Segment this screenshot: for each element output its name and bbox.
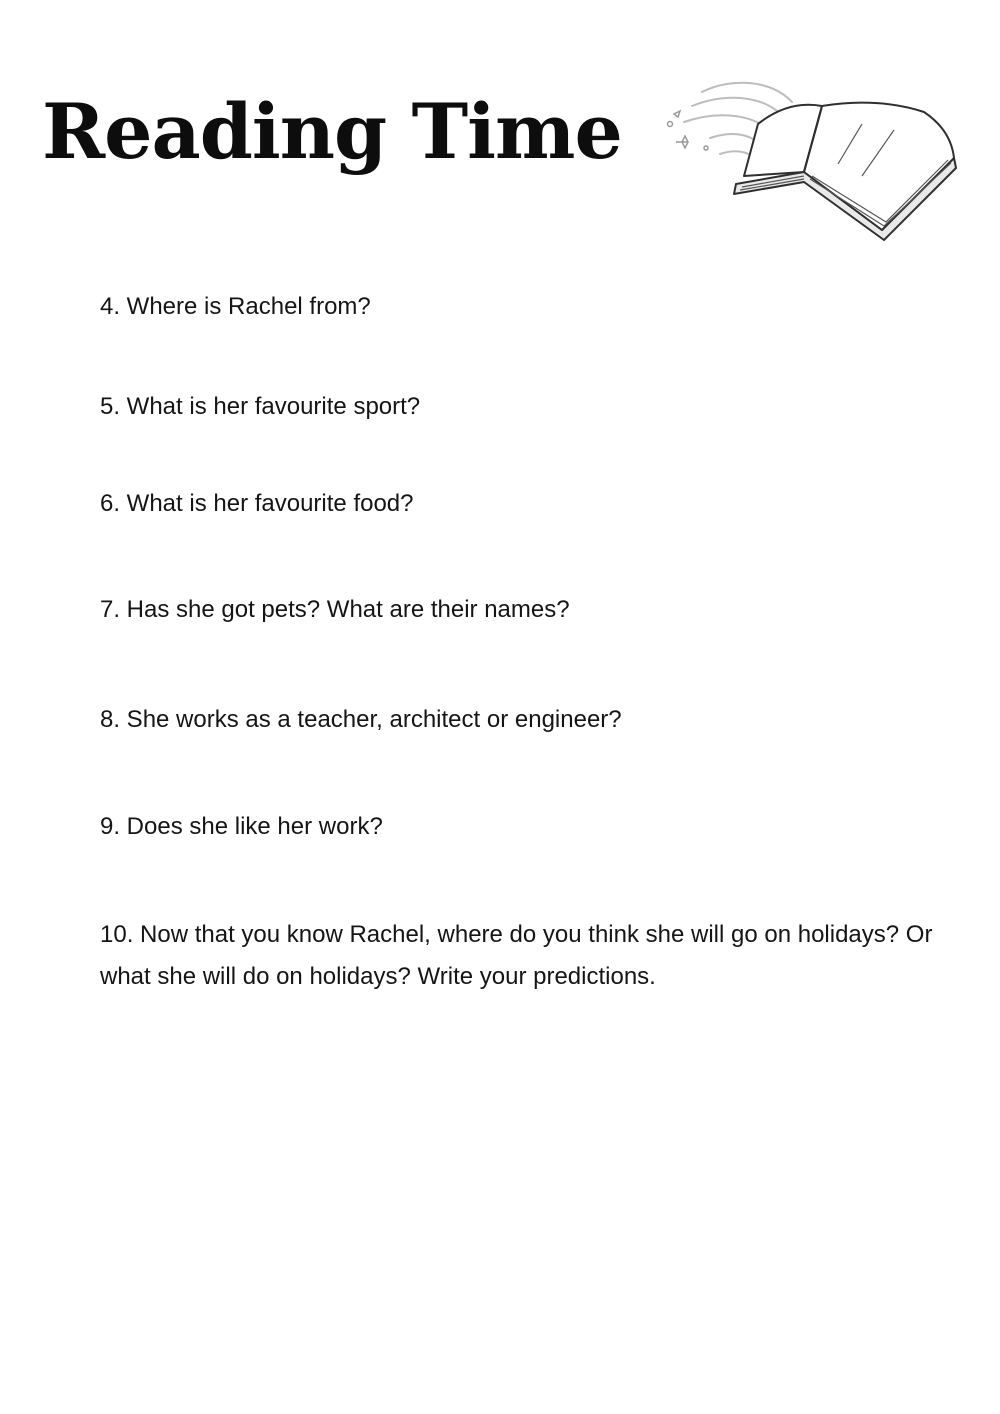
question-4: 4. Where is Rachel from? bbox=[100, 293, 371, 320]
question-9: 9. Does she like her work? bbox=[100, 813, 383, 840]
page-title: Reading Time bbox=[42, 87, 622, 176]
open-book-icon bbox=[662, 72, 962, 242]
question-7: 7. Has she got pets? What are their names? bbox=[100, 596, 570, 623]
question-8: 8. She works as a teacher, architect or engineer? bbox=[100, 706, 622, 733]
question-5: 5. What is her favourite sport? bbox=[100, 393, 421, 420]
question-10: 10. Now that you know Rachel, where do you think she will go on holidays? Or what she will do on holidays? Write your predictions. bbox=[100, 921, 933, 990]
question-6: 6. What is her favourite food? bbox=[100, 490, 414, 517]
